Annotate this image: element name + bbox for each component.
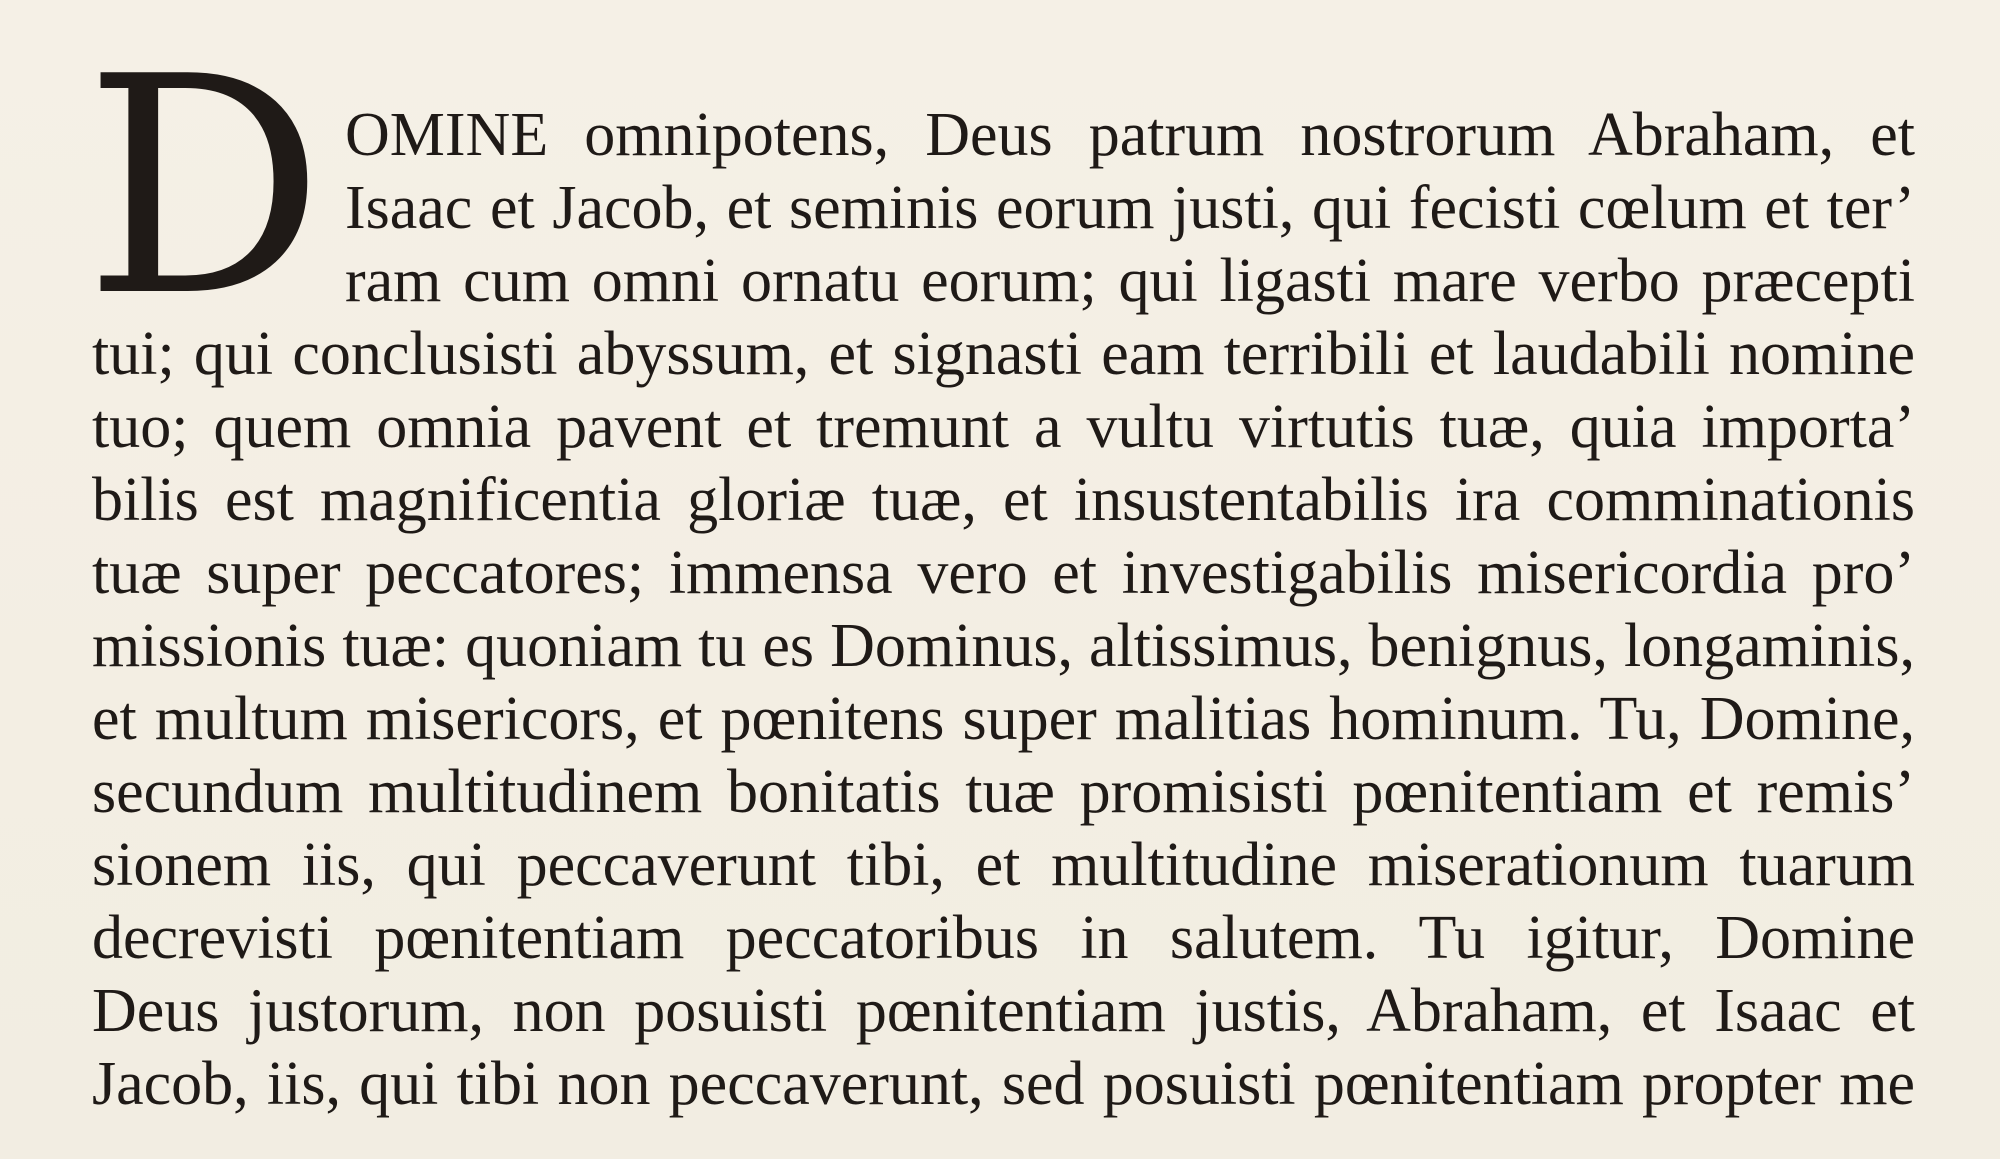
drop-cap-initial: D xyxy=(84,13,325,362)
text-line-4: tui; qui conclusisti abyssum, et signasti eam terribili et laudabili nomine xyxy=(92,320,1915,388)
text-line-10: secundum multitudinem bonitatis tuæ promisisti pœnitentiam et remis’ xyxy=(92,758,1915,826)
text-line-13: Deus justorum, non posuisti pœnitentiam justis, Abraham, et Isaac et xyxy=(92,977,1915,1045)
text-line-14: Jacob, iis, qui tibi non peccaverunt, sed posuisti pœnitentiam propter me xyxy=(92,1050,1915,1118)
text-line-1: OMINE omnipotens, Deus patrum nostrorum Abraham, et xyxy=(345,101,1915,169)
text-line-3: ram cum omni ornatu eorum; qui ligasti mare verbo præcepti xyxy=(345,247,1915,315)
text-line-5: tuo; quem omnia pavent et tremunt a vultu virtutis tuæ, quia importa’ xyxy=(92,393,1915,461)
text-line-2: Isaac et Jacob, et seminis eorum justi, qui fecisti cœlum et ter’ xyxy=(345,174,1915,242)
text-line-12: decrevisti pœnitentiam peccatoribus in salutem. Tu igitur, Domine xyxy=(92,904,1915,972)
text-line-7: tuæ super peccatores; immensa vero et investigabilis misericordia pro’ xyxy=(92,539,1915,607)
text-line-8: missionis tuæ: quoniam tu es Dominus, altissimus, benignus, longaminis, xyxy=(92,612,1915,680)
text-line-6: bilis est magnificentia gloriæ tuæ, et insustentabilis ira comminationis xyxy=(92,466,1915,534)
text-line-9: et multum misericors, et pœnitens super malitias hominum. Tu, Domine, xyxy=(92,685,1915,753)
text-line-11: sionem iis, qui peccaverunt tibi, et multitudine miserationum tuarum xyxy=(92,831,1915,899)
